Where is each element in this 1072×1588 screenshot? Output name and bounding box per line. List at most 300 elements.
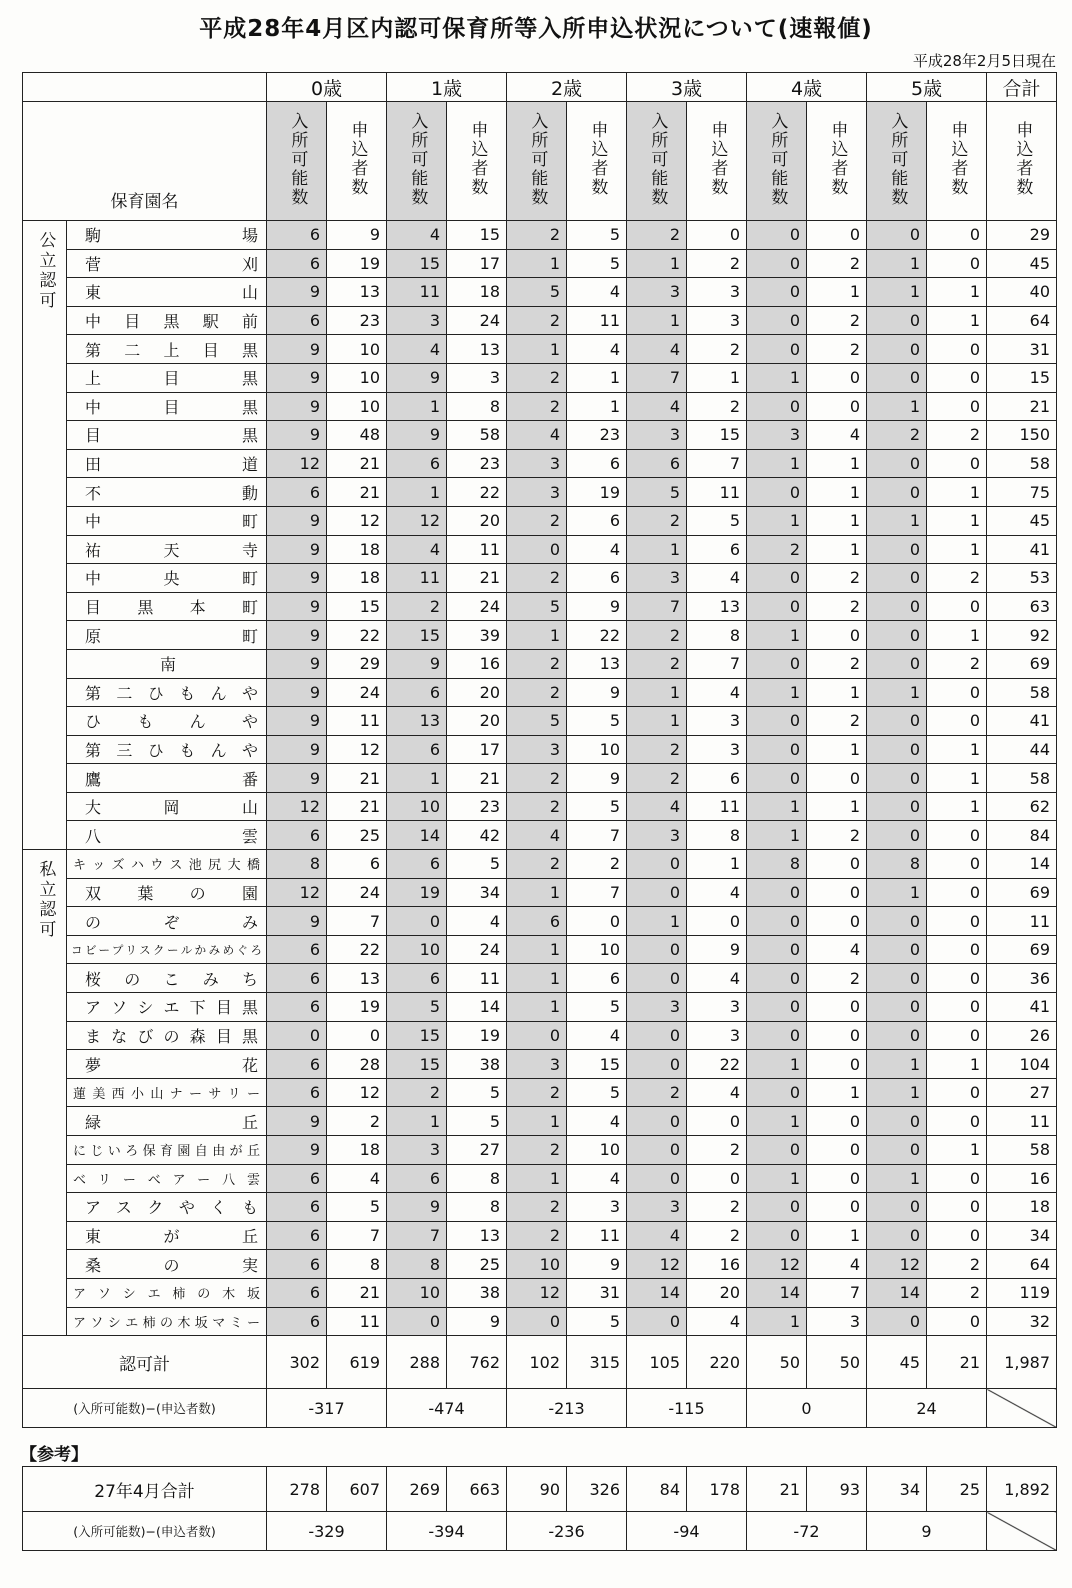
total-cell: 58 <box>987 678 1057 707</box>
capacity-header <box>627 102 687 221</box>
nursery-name: 桜のこみち <box>67 964 267 993</box>
applicants-cell: 10 <box>567 935 627 964</box>
capacity-cell: 0 <box>627 1307 687 1336</box>
applicants-cell: 23 <box>447 449 507 478</box>
capacity-cell: 3 <box>507 735 567 764</box>
capacity-cell: 1 <box>747 621 807 650</box>
total-cell: 31 <box>987 335 1057 364</box>
applicants-cell: 0 <box>927 592 987 621</box>
total-cell: 69 <box>987 878 1057 907</box>
nursery-name: ベリーベアー八雲 <box>67 1164 267 1193</box>
total-cell: 16 <box>987 1164 1057 1193</box>
nursery-name: 中目黒駅前 <box>67 306 267 335</box>
capacity-cell: 0 <box>747 707 807 736</box>
capacity-cell: 1 <box>747 506 807 535</box>
applicants-cell: 7 <box>327 907 387 936</box>
capacity-cell: 1 <box>387 1107 447 1136</box>
applicants-cell: 6 <box>567 506 627 535</box>
totals-cell: 102 <box>507 1336 567 1389</box>
nursery-name: 中町 <box>67 506 267 535</box>
capacity-cell: 6 <box>267 1221 327 1250</box>
applicants-cell: 0 <box>927 249 987 278</box>
capacity-cell: 2 <box>747 535 807 564</box>
applicants-cell: 7 <box>687 449 747 478</box>
reference-difference-row <box>23 1512 1057 1551</box>
total-cell: 40 <box>987 278 1057 307</box>
applicants-cell: 0 <box>927 1221 987 1250</box>
applicants-cell: 0 <box>807 850 867 879</box>
applicants-cell: 0 <box>807 878 867 907</box>
applicants-cell: 5 <box>567 707 627 736</box>
capacity-cell: 2 <box>507 1221 567 1250</box>
capacity-cell: 0 <box>747 1021 807 1050</box>
nursery-name: ひもんや <box>67 707 267 736</box>
capacity-cell: 0 <box>267 1021 327 1050</box>
applicants-cell: 21 <box>327 792 387 821</box>
capacity-cell: 6 <box>387 1164 447 1193</box>
applicants-cell: 0 <box>927 1078 987 1107</box>
capacity-cell: 2 <box>507 221 567 250</box>
applicants-cell: 25 <box>327 821 387 850</box>
reference-label: 27年4月合計 <box>23 1467 267 1512</box>
capacity-cell: 2 <box>627 506 687 535</box>
capacity-cell: 0 <box>867 1021 927 1050</box>
applicants-cell: 15 <box>327 592 387 621</box>
applicants-cell: 31 <box>567 1278 627 1307</box>
total-cell: 41 <box>987 707 1057 736</box>
applicants-cell: 0 <box>807 221 867 250</box>
totals-cell: 220 <box>687 1336 747 1389</box>
applicants-cell: 5 <box>687 506 747 535</box>
table-row <box>23 878 1057 907</box>
applicants-cell: 1 <box>927 278 987 307</box>
capacity-cell: 1 <box>387 478 447 507</box>
reference-table <box>22 1466 1057 1551</box>
reference-cell: 326 <box>567 1467 627 1512</box>
applicants-cell: 48 <box>327 421 387 450</box>
capacity-label: 入所可能数 <box>287 111 308 207</box>
applicants-cell: 19 <box>447 1021 507 1050</box>
capacity-cell: 9 <box>267 535 327 564</box>
capacity-cell: 9 <box>267 735 327 764</box>
capacity-cell: 0 <box>867 306 927 335</box>
capacity-cell: 1 <box>627 707 687 736</box>
total-cell: 11 <box>987 1107 1057 1136</box>
applicants-cell: 13 <box>567 649 627 678</box>
applicants-cell: 23 <box>447 792 507 821</box>
applicants-cell: 0 <box>927 907 987 936</box>
capacity-cell: 0 <box>867 907 927 936</box>
capacity-cell: 0 <box>747 564 807 593</box>
applicants-cell: 8 <box>687 821 747 850</box>
applicants-label: 申込者数 <box>467 121 488 197</box>
applicants-cell: 20 <box>447 678 507 707</box>
applicants-cell: 20 <box>687 1278 747 1307</box>
applicants-cell: 2 <box>567 850 627 879</box>
table-row <box>23 764 1057 793</box>
difference-cell: -474 <box>387 1389 507 1428</box>
capacity-cell: 1 <box>747 363 807 392</box>
table-row <box>23 735 1057 764</box>
capacity-cell: 9 <box>267 335 327 364</box>
applicants-cell: 3 <box>687 278 747 307</box>
applicants-cell: 10 <box>567 1136 627 1165</box>
applicants-cell: 0 <box>927 707 987 736</box>
capacity-cell: 0 <box>747 764 807 793</box>
applicants-cell: 0 <box>927 878 987 907</box>
name-column-header: 保育園名 <box>23 102 267 221</box>
nursery-name: 大岡山 <box>67 792 267 821</box>
section-label-text: 公立認可 <box>35 231 56 311</box>
capacity-cell: 9 <box>267 392 327 421</box>
capacity-cell: 3 <box>627 993 687 1022</box>
capacity-cell: 12 <box>267 878 327 907</box>
applicants-cell: 20 <box>447 707 507 736</box>
applicants-cell: 2 <box>927 649 987 678</box>
sub-header-row <box>23 102 1057 221</box>
nursery-name: 東が丘 <box>67 1221 267 1250</box>
applicants-cell: 13 <box>687 592 747 621</box>
applicants-cell: 6 <box>687 535 747 564</box>
applicants-cell: 18 <box>327 1136 387 1165</box>
capacity-cell: 2 <box>507 850 567 879</box>
applicants-cell: 21 <box>327 478 387 507</box>
totals-cell: 315 <box>567 1336 627 1389</box>
capacity-cell: 1 <box>747 678 807 707</box>
applicants-cell: 4 <box>687 878 747 907</box>
applicants-cell: 11 <box>687 792 747 821</box>
capacity-cell: 1 <box>507 1107 567 1136</box>
applicants-cell: 17 <box>447 735 507 764</box>
table-row <box>23 535 1057 564</box>
applicants-cell: 7 <box>567 878 627 907</box>
capacity-cell: 0 <box>867 535 927 564</box>
section-label <box>23 850 67 1336</box>
applicants-cell: 3 <box>807 1307 867 1336</box>
applicants-cell: 1 <box>807 1221 867 1250</box>
capacity-cell: 0 <box>867 363 927 392</box>
applicants-header <box>447 102 507 221</box>
capacity-cell: 0 <box>627 1164 687 1193</box>
applicants-cell: 1 <box>807 449 867 478</box>
applicants-cell: 0 <box>687 1164 747 1193</box>
applicants-header <box>927 102 987 221</box>
applicants-cell: 4 <box>567 535 627 564</box>
applicants-cell: 6 <box>567 564 627 593</box>
applicants-cell: 0 <box>927 935 987 964</box>
capacity-cell: 2 <box>387 592 447 621</box>
capacity-cell: 14 <box>387 821 447 850</box>
capacity-cell: 5 <box>387 993 447 1022</box>
nursery-name: まなびの森目黒 <box>67 1021 267 1050</box>
table-row <box>23 1278 1057 1307</box>
applicants-cell: 4 <box>447 907 507 936</box>
applicants-cell: 1 <box>807 506 867 535</box>
capacity-cell: 2 <box>507 1193 567 1222</box>
capacity-cell: 3 <box>627 278 687 307</box>
applicants-cell: 0 <box>327 1021 387 1050</box>
reference-cell: 90 <box>507 1467 567 1512</box>
applicants-cell: 7 <box>327 1221 387 1250</box>
capacity-cell: 0 <box>867 592 927 621</box>
capacity-cell: 6 <box>507 907 567 936</box>
nursery-name: 駒場 <box>67 221 267 250</box>
applicants-cell: 2 <box>687 335 747 364</box>
as-of-date: 平成28年2月5日現在 <box>912 52 1056 70</box>
nursery-name: 祐天寺 <box>67 535 267 564</box>
applicants-cell: 4 <box>327 1164 387 1193</box>
applicants-label: 申込者数 <box>347 121 368 197</box>
capacity-cell: 2 <box>627 621 687 650</box>
capacity-cell: 1 <box>387 764 447 793</box>
section-label <box>23 221 67 850</box>
capacity-cell: 5 <box>507 592 567 621</box>
applicants-cell: 4 <box>687 564 747 593</box>
capacity-cell: 1 <box>507 878 567 907</box>
applicants-cell: 2 <box>807 964 867 993</box>
capacity-cell: 9 <box>267 649 327 678</box>
capacity-cell: 0 <box>387 907 447 936</box>
capacity-cell: 1 <box>747 1164 807 1193</box>
total-cell: 36 <box>987 964 1057 993</box>
applicants-cell: 13 <box>447 1221 507 1250</box>
total-cell: 58 <box>987 449 1057 478</box>
table-row <box>23 792 1057 821</box>
reference-difference-cell: 9 <box>867 1512 987 1551</box>
age-header-row <box>23 73 1057 102</box>
applicants-cell: 42 <box>447 821 507 850</box>
capacity-cell: 1 <box>867 1050 927 1079</box>
total-cell: 104 <box>987 1050 1057 1079</box>
capacity-cell: 12 <box>747 1250 807 1279</box>
nursery-name: 蓮美西小山ナーサリー <box>67 1078 267 1107</box>
table-row <box>23 506 1057 535</box>
applicants-cell: 21 <box>447 764 507 793</box>
capacity-cell: 6 <box>387 735 447 764</box>
capacity-cell: 0 <box>867 478 927 507</box>
capacity-cell: 6 <box>267 993 327 1022</box>
applicants-cell: 22 <box>327 621 387 650</box>
applicants-cell: 9 <box>567 1250 627 1279</box>
table-row <box>23 1107 1057 1136</box>
capacity-cell: 2 <box>507 363 567 392</box>
table-row <box>23 907 1057 936</box>
capacity-cell: 5 <box>627 478 687 507</box>
applicants-cell: 5 <box>567 221 627 250</box>
table-row <box>23 278 1057 307</box>
applicants-cell: 23 <box>567 421 627 450</box>
capacity-cell: 0 <box>747 878 807 907</box>
capacity-cell: 0 <box>747 1193 807 1222</box>
capacity-cell: 0 <box>867 1307 927 1336</box>
applicants-cell: 17 <box>447 249 507 278</box>
applicants-cell: 15 <box>687 421 747 450</box>
applicants-header <box>567 102 627 221</box>
applicants-cell: 18 <box>327 535 387 564</box>
nursery-name: 第二ひもんや <box>67 678 267 707</box>
totals-cell: 619 <box>327 1336 387 1389</box>
capacity-label: 入所可能数 <box>407 111 428 207</box>
total-cell: 26 <box>987 1021 1057 1050</box>
applicants-cell: 5 <box>567 249 627 278</box>
total-cell: 14 <box>987 850 1057 879</box>
capacity-cell: 0 <box>867 1221 927 1250</box>
capacity-header <box>267 102 327 221</box>
applicants-cell: 24 <box>327 878 387 907</box>
capacity-cell: 1 <box>627 535 687 564</box>
capacity-cell: 9 <box>267 1136 327 1165</box>
nursery-name: 東山 <box>67 278 267 307</box>
capacity-cell: 0 <box>747 221 807 250</box>
capacity-cell: 4 <box>627 792 687 821</box>
total-cell: 21 <box>987 392 1057 421</box>
capacity-cell: 9 <box>387 363 447 392</box>
applicants-cell: 2 <box>687 249 747 278</box>
section-label-text: 私立認可 <box>35 860 56 941</box>
nursery-name: 原町 <box>67 621 267 650</box>
capacity-cell: 2 <box>627 1078 687 1107</box>
total-cell: 62 <box>987 792 1057 821</box>
capacity-cell: 10 <box>507 1250 567 1279</box>
capacity-cell: 8 <box>747 850 807 879</box>
applicants-cell: 0 <box>807 363 867 392</box>
reference-cell: 21 <box>747 1467 807 1512</box>
total-cell: 69 <box>987 649 1057 678</box>
capacity-cell: 0 <box>867 1136 927 1165</box>
capacity-cell: 0 <box>747 964 807 993</box>
applicants-cell: 13 <box>327 278 387 307</box>
reference-cell: 34 <box>867 1467 927 1512</box>
applicants-cell: 1 <box>807 735 867 764</box>
capacity-cell: 6 <box>387 964 447 993</box>
blank-header <box>23 73 267 102</box>
capacity-cell: 4 <box>627 335 687 364</box>
capacity-cell: 12 <box>507 1278 567 1307</box>
capacity-cell: 1 <box>507 335 567 364</box>
difference-cell: -115 <box>627 1389 747 1428</box>
reference-cell: 278 <box>267 1467 327 1512</box>
table-row <box>23 392 1057 421</box>
capacity-cell: 3 <box>507 1050 567 1079</box>
capacity-cell: 4 <box>387 221 447 250</box>
applicants-cell: 3 <box>687 707 747 736</box>
applicants-header <box>807 102 867 221</box>
capacity-cell: 3 <box>387 1136 447 1165</box>
capacity-cell: 6 <box>267 306 327 335</box>
capacity-cell: 1 <box>867 1078 927 1107</box>
capacity-cell: 1 <box>867 678 927 707</box>
applicants-cell: 18 <box>447 278 507 307</box>
reference-cell: 607 <box>327 1467 387 1512</box>
nursery-name: 菅刈 <box>67 249 267 278</box>
total-cell: 15 <box>987 363 1057 392</box>
table-row <box>23 306 1057 335</box>
capacity-cell: 0 <box>627 1107 687 1136</box>
nursery-name: アソシエ下目黒 <box>67 993 267 1022</box>
capacity-cell: 1 <box>507 964 567 993</box>
totals-row <box>23 1336 1057 1389</box>
capacity-cell: 11 <box>387 564 447 593</box>
applicants-cell: 21 <box>327 764 387 793</box>
applicants-cell: 3 <box>447 363 507 392</box>
total-cell: 34 <box>987 1221 1057 1250</box>
applicants-cell: 23 <box>327 306 387 335</box>
capacity-cell: 0 <box>867 993 927 1022</box>
applicants-cell: 6 <box>687 764 747 793</box>
table-row <box>23 564 1057 593</box>
capacity-cell: 0 <box>867 935 927 964</box>
capacity-cell: 0 <box>867 1107 927 1136</box>
capacity-cell: 0 <box>747 278 807 307</box>
reference-difference-cell: -394 <box>387 1512 507 1551</box>
applicants-cell: 0 <box>927 392 987 421</box>
applicants-cell: 4 <box>687 678 747 707</box>
capacity-cell: 10 <box>387 935 447 964</box>
applicants-cell: 2 <box>807 335 867 364</box>
capacity-header <box>747 102 807 221</box>
totals-cell: 105 <box>627 1336 687 1389</box>
applicants-cell: 1 <box>807 478 867 507</box>
nursery-name: 夢花 <box>67 1050 267 1079</box>
capacity-cell: 4 <box>507 421 567 450</box>
applicants-cell: 2 <box>807 592 867 621</box>
reference-title: 【参考】 <box>20 1445 88 1465</box>
capacity-cell: 6 <box>387 850 447 879</box>
totals-cell: 21 <box>927 1336 987 1389</box>
applicants-cell: 3 <box>687 1021 747 1050</box>
capacity-cell: 0 <box>867 735 927 764</box>
capacity-cell: 9 <box>387 421 447 450</box>
totals-label: 認可計 <box>23 1336 267 1389</box>
capacity-cell: 9 <box>387 649 447 678</box>
table-row <box>23 249 1057 278</box>
capacity-cell: 6 <box>267 821 327 850</box>
capacity-cell: 7 <box>387 1221 447 1250</box>
applicants-label: 申込者数 <box>827 121 848 197</box>
capacity-cell: 0 <box>867 335 927 364</box>
applicants-cell: 1 <box>807 678 867 707</box>
capacity-cell: 1 <box>507 993 567 1022</box>
capacity-label: 入所可能数 <box>887 111 908 207</box>
reference-cell: 269 <box>387 1467 447 1512</box>
applicants-cell: 4 <box>567 1107 627 1136</box>
table-row <box>23 707 1057 736</box>
capacity-cell: 7 <box>627 363 687 392</box>
applicants-cell: 3 <box>567 1193 627 1222</box>
applicants-cell: 11 <box>687 478 747 507</box>
applicants-cell: 19 <box>327 249 387 278</box>
applicants-cell: 2 <box>807 564 867 593</box>
applicants-cell: 0 <box>927 1164 987 1193</box>
capacity-cell: 0 <box>867 792 927 821</box>
difference-cell: -213 <box>507 1389 627 1428</box>
applicants-cell: 8 <box>447 1164 507 1193</box>
applicants-cell: 2 <box>687 1136 747 1165</box>
applicants-cell: 5 <box>447 1107 507 1136</box>
applicants-cell: 22 <box>567 621 627 650</box>
applicants-cell: 7 <box>567 821 627 850</box>
nursery-name: キッズハウス池尻大橋 <box>67 850 267 879</box>
applicants-cell: 0 <box>807 764 867 793</box>
total-cell: 45 <box>987 506 1057 535</box>
nursery-name: にじいろ保育園自由が丘 <box>67 1136 267 1165</box>
total-cell: 29 <box>987 221 1057 250</box>
table-row <box>23 621 1057 650</box>
applicants-cell: 0 <box>927 964 987 993</box>
applicants-cell: 4 <box>567 335 627 364</box>
total-cell: 18 <box>987 1193 1057 1222</box>
age-header: 5歳 <box>867 73 987 102</box>
